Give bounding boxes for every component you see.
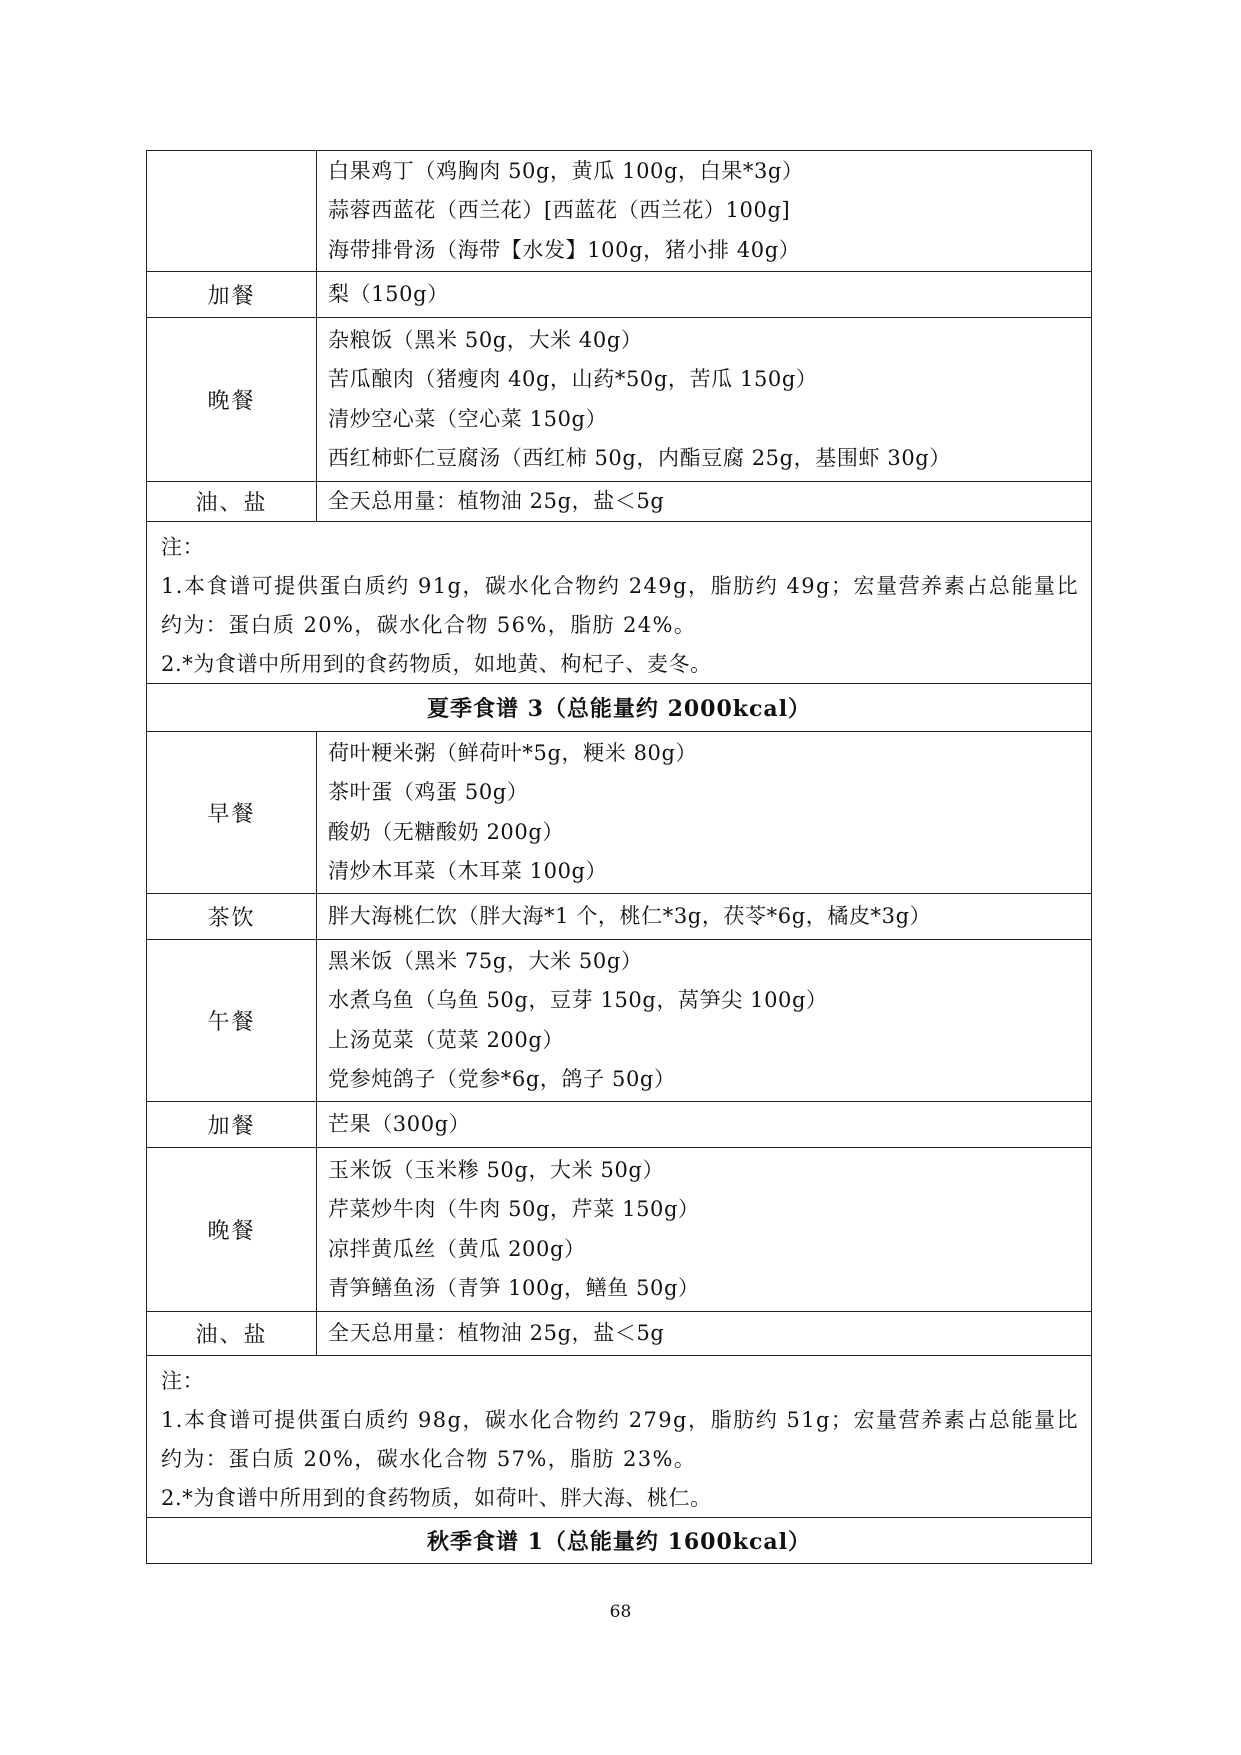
section-heading: 夏季食谱 3（总能量约 2000kcal） <box>146 684 1092 732</box>
meal-row <box>146 272 1092 318</box>
note-row <box>146 522 1092 684</box>
dish-line: 苦瓜酿肉（猪瘦肉 40g，山药*50g，苦瓜 150g） <box>328 367 818 391</box>
meal-items <box>328 151 1083 271</box>
dish-line: 清炒空心菜（空心菜 150g） <box>328 406 608 431</box>
note-paragraph: 2.*为食谱中所用到的食药物质，如地黄、枸杞子、麦冬。 <box>161 652 712 676</box>
meal-items <box>328 482 1083 521</box>
meal-items <box>328 272 1083 317</box>
meal-items <box>328 1312 1083 1355</box>
dish-line: 上汤苋菜（苋菜 200g） <box>328 1027 564 1052</box>
dish-line: 酸奶（无糖酸奶 200g） <box>328 819 564 844</box>
dish-line: 胖大海桃仁饮（胖大海*1 个，桃仁*3g，茯苓*6g，橘皮*3g） <box>328 903 932 928</box>
note-block <box>161 1362 1079 1518</box>
dish-line: 蒜蓉西蓝花（西兰花）[西蓝花（西兰花）100g] <box>328 198 791 223</box>
meal-row <box>146 150 1092 272</box>
page-number: 68 <box>609 1602 632 1622</box>
dish-line: 茶叶蛋（鸡蛋 50g） <box>328 780 529 804</box>
note-row <box>146 1356 1092 1518</box>
meal-items <box>328 1148 1083 1311</box>
meal-label: 茶饮 <box>147 894 317 939</box>
dish-line: 梨（150g） <box>328 281 449 306</box>
meal-row <box>146 894 1092 940</box>
note-title: 注： <box>161 1369 205 1393</box>
meal-row <box>146 1148 1092 1312</box>
dish-line: 海带排骨汤（海带【水发】100g，猪小排 40g） <box>328 237 801 262</box>
dish-line: 全天总用量：植物油 25g，盐＜5g <box>328 1320 665 1345</box>
meal-items <box>328 732 1083 893</box>
meal-label: 油、盐 <box>147 1312 317 1355</box>
note-block <box>161 528 1079 684</box>
meal-row <box>146 940 1092 1102</box>
meal-row <box>146 482 1092 522</box>
note-paragraph: 1.本食谱可提供蛋白质约 98g，碳水化合物约 279g，脂肪约 51g；宏量营养素占总能量比约为：蛋白质 20%，碳水化合物 57%，脂肪 23%。 <box>161 1408 1079 1471</box>
meal-row <box>146 732 1092 894</box>
meal-items <box>328 318 1083 481</box>
dish-line: 白果鸡丁（鸡胸肉 50g，黄瓜 100g，白果*3g） <box>328 158 804 183</box>
meal-label: 晚餐 <box>147 318 317 481</box>
dish-line: 荷叶粳米粥（鲜荷叶*5g，粳米 80g） <box>328 740 698 765</box>
meal-label: 加餐 <box>147 272 317 317</box>
meal-label: 早餐 <box>147 732 317 893</box>
dish-line: 全天总用量：植物油 25g，盐＜5g <box>328 488 665 513</box>
dish-line: 青笋鳝鱼汤（青笋 100g，鳝鱼 50g） <box>328 1276 700 1300</box>
meal-items <box>328 940 1083 1101</box>
meal-row <box>146 1102 1092 1148</box>
dish-line: 水煮乌鱼（乌鱼 50g，豆芽 150g，莴笋尖 100g） <box>328 988 828 1012</box>
meal-label: 晚餐 <box>147 1148 317 1311</box>
meal-label: 加餐 <box>147 1102 317 1147</box>
meal-row <box>146 1312 1092 1356</box>
dish-line: 芒果（300g） <box>328 1111 471 1136</box>
meal-row <box>146 318 1092 482</box>
meal-label: 午餐 <box>147 940 317 1101</box>
dish-line: 杂粮饭（黑米 50g，大米 40g） <box>328 327 643 352</box>
section-heading: 秋季食谱 1（总能量约 1600kcal） <box>146 1518 1092 1564</box>
dish-line: 西红柿虾仁豆腐汤（西红柿 50g，内酯豆腐 25g，基围虾 30g） <box>328 446 951 470</box>
dish-line: 黑米饭（黑米 75g，大米 50g） <box>328 948 643 973</box>
note-paragraph: 2.*为食谱中所用到的食药物质，如荷叶、胖大海、桃仁。 <box>161 1486 712 1510</box>
dish-line: 芹菜炒牛肉（牛肉 50g，芹菜 150g） <box>328 1197 700 1221</box>
meal-items <box>328 1102 1083 1147</box>
note-paragraph: 1.本食谱可提供蛋白质约 91g，碳水化合物约 249g，脂肪约 49g；宏量营养素占总能量比约为：蛋白质 20%，碳水化合物 56%，脂肪 24%。 <box>161 574 1079 637</box>
dish-line: 党参炖鸽子（党参*6g，鸽子 50g） <box>328 1067 676 1091</box>
dish-line: 玉米饭（玉米糁 50g，大米 50g） <box>328 1157 665 1182</box>
note-title: 注： <box>161 535 205 559</box>
meal-items <box>328 894 1083 939</box>
meal-label <box>147 151 317 271</box>
dish-line: 清炒木耳菜（木耳菜 100g） <box>328 859 608 883</box>
meal-label: 油、盐 <box>147 482 317 521</box>
dish-line: 凉拌黄瓜丝（黄瓜 200g） <box>328 1236 586 1261</box>
